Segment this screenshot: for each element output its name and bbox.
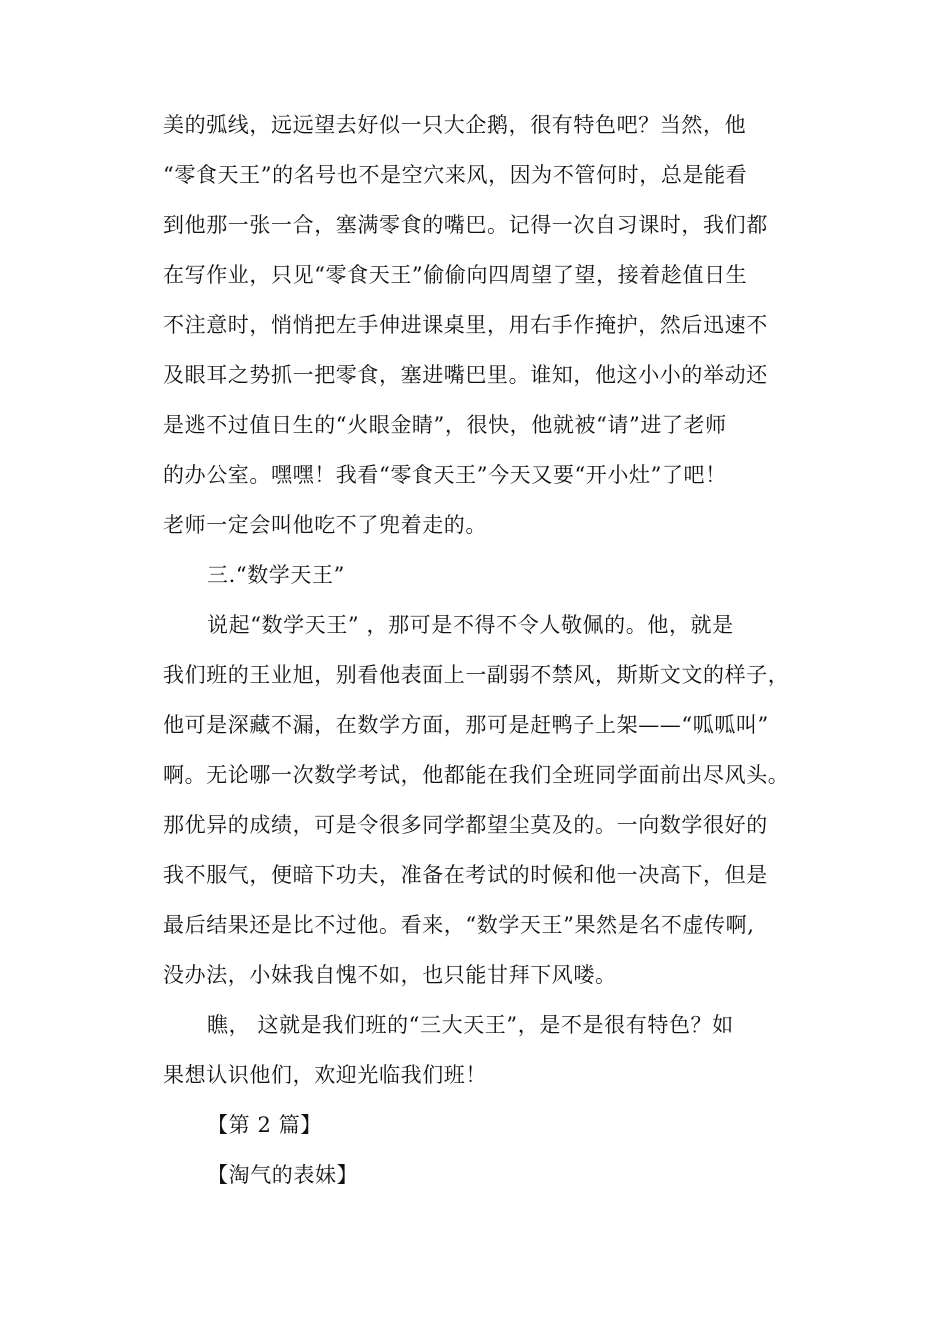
text-line: 美的弧线，远远望去好似一只大企鹅，很有特色吧？当然，他 [163,113,747,137]
text-line: 及眼耳之势抓一把零食，塞进嘴巴里。谁知，他这小小的举动还 [163,363,768,387]
text-line: 老师一定会叫他吃不了兜着走的。 [163,513,487,537]
text-line: 他可是深藏不漏，在数学方面，那可是赶鸭子上架——“呱呱叫” [163,713,769,737]
text-line: “零食天王”的名号也不是空穴来风，因为不管何时，总是能看 [163,163,748,187]
text-line: 瞧， 这就是我们班的“三大天王”，是不是很有特色？如 [207,1013,734,1037]
text-line: 我们班的王业旭，别看他表面上一副弱不禁风，斯斯文文的样子， [163,663,790,687]
text-line: 在写作业，只见“零食天王”偷偷向四周望了望，接着趁值日生 [163,263,748,287]
text-line: 没办法，小妹我自愧不如，也只能甘拜下风喽。 [163,963,617,987]
article-number-heading: 【第 2 篇】 [207,1113,322,1137]
section-heading: 三.“数学天王” [207,563,345,587]
article-title-heading: 【淘气的表妹】 [207,1163,359,1187]
text-line: 说起“数学天王” ，那可是不得不令人敬佩的。他，就是 [207,613,734,637]
document-body [163,100,803,1200]
text-line: 我不服气，便暗下功夫，准备在考试的时候和他一决高下，但是 [163,863,768,887]
text-line: 的办公室。嘿嘿！我看“零食天王”今天又要“开小灶”了吧！ [163,463,727,487]
text-line: 啊。无论哪一次数学考试，他都能在我们全班同学面前出尽风头。 [163,763,790,787]
text-line: 那优异的成绩，可是令很多同学都望尘莫及的。一向数学很好的 [163,813,768,837]
text-line: 不注意时，悄悄把左手伸进课桌里，用右手作掩护，然后迅速不 [163,313,768,337]
text-line: 果想认识他们，欢迎光临我们班！ [163,1063,487,1087]
text-line: 最后结果还是比不过他。看来，“数学天王”果然是名不虚传啊, [163,913,755,937]
text-line: 是逃不过值日生的“火眼金睛”，很快，他就被“请”进了老师 [163,413,727,437]
text-line: 到他那一张一合，塞满零食的嘴巴。记得一次自习课时，我们都 [163,213,768,237]
